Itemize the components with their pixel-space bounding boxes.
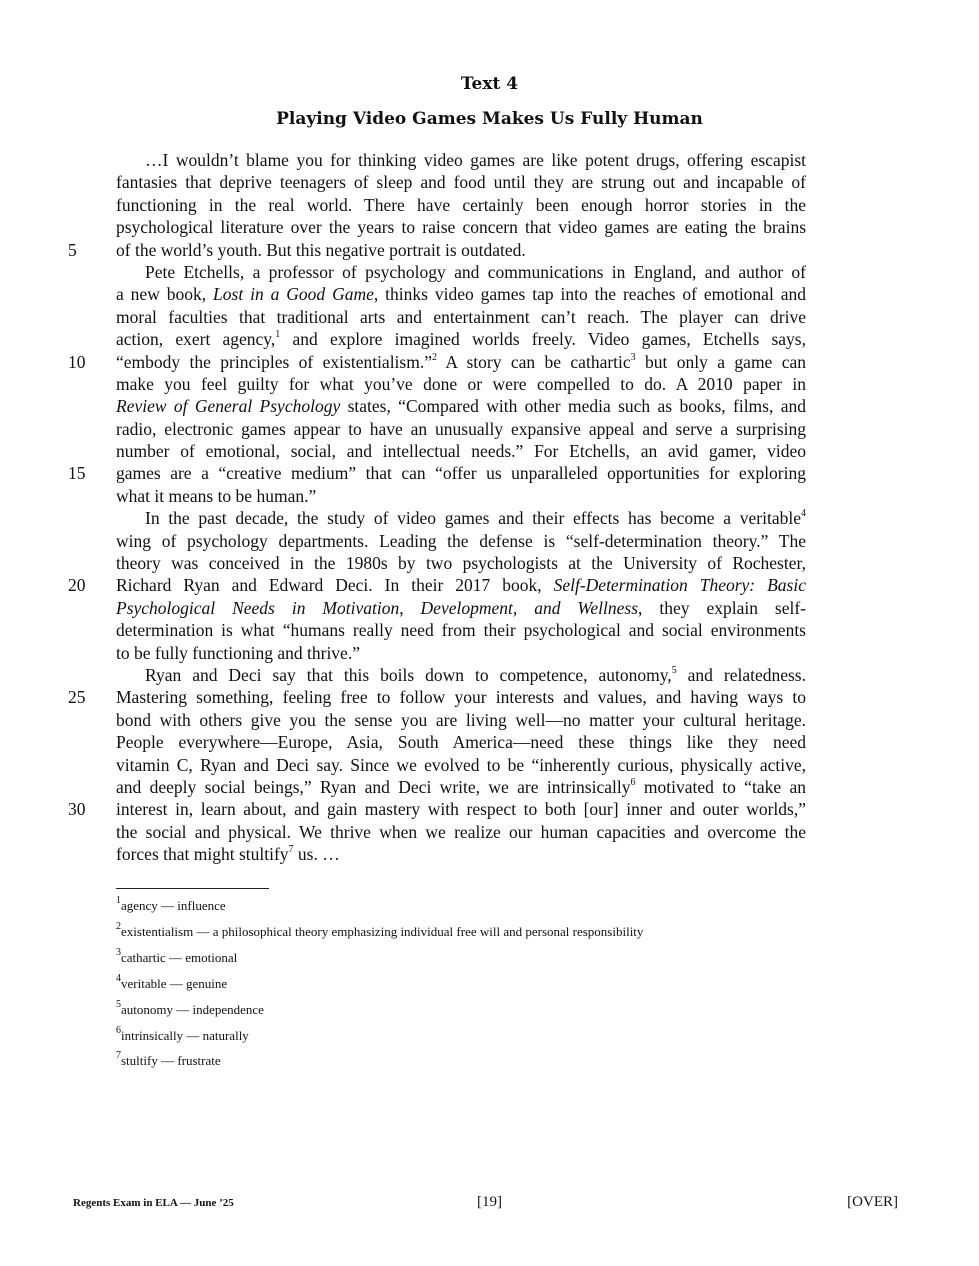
line-number: 25 [68,687,86,708]
passage-line: of the world’s youth. But this negative portrait is outdated. 5 [68,239,526,260]
footer-page-number: [19] [477,1194,502,1210]
passage-line: interest in, learn about, and gain mastery with respect to both [our] inner and outer worlds,” 30 [68,799,806,820]
passage-line: theory was conceived in the 1980s by two psychologists at the University of Rochester, [116,553,806,574]
footnote-text: intrinsically — naturally [121,1028,249,1043]
passage-line: functioning in the real world. There have certainly been enough horror stories in the [116,194,806,215]
passage-line: radio, electronic games appear to have an unusually expansive appeal and serve a surprising [116,418,806,439]
passage-line: Psychological Needs in Motivation, Development, and Wellness, they explain self- [116,597,807,618]
passage-line: Richard Ryan and Edward Deci. In their 2017 book, Self-Determination Theory: Basic 20 [68,575,806,596]
passage-line: Pete Etchells, a professor of psychology and communications in England, and author of [145,261,806,282]
passage-line: …I wouldn’t blame you for thinking video games are like potent drugs, offering escapist [145,150,806,170]
line-number: 30 [68,799,86,820]
passage-line: bond with others give you the sense you are living well—no matter your cultural heritage. [116,709,806,730]
line-number: 15 [68,463,86,484]
passage-line: wing of psychology departments. Leading the defense is “self-determination theory.” The [116,530,806,551]
footnote-number: 4 [116,972,121,984]
footnote-number: 6 [116,1024,121,1036]
footnote [116,920,876,939]
passage-line: vitamin C, Ryan and Deci say. Since we evolved to be “inherently curious, physically active, [116,754,806,775]
footnote-text: autonomy — independence [121,1002,264,1017]
passage-line: “embody the principles of existentialism.”$^2$ A story can be cathartic$^3$ but only a game can 10 [68,351,806,372]
article-title: Playing Video Games Makes Us Fully Human [276,109,703,129]
text-label: Text 4 [460,74,519,94]
footnote [116,972,876,991]
passage-line: psychological literature over the years to raise concern that video games are eating the brains [116,217,806,238]
passage-line: forces that might stultify$^7$ us. … [116,844,340,865]
footer-over: [OVER] [847,1194,898,1210]
passage-line: the social and physical. We thrive when we realize our human capacities and overcome the [116,821,806,842]
footnote [116,946,876,965]
passage-line: games are a “creative medium” that can “offer us unparalleled opportunities for exploring 15 [68,463,806,484]
passage-line: People everywhere—Europe, Asia, South America—need these things like they need [116,732,806,753]
passage-line: make you feel guilty for what you’ve done or were compelled to do. A 2010 paper in [116,373,806,394]
passage-line: action, exert agency,$^1$ and explore imagined worlds freely. Video games, Etchells says, [116,329,806,350]
line-number: 5 [68,239,77,260]
passage-line: determination is what “humans really need from their psychological and social environments [116,620,806,641]
passage-line: to be fully functioning and thrive.” [116,642,360,663]
passage-line: Review of General Psychology states, “Compared with other media such as books, films, and [116,396,806,417]
footnote-number: 7 [116,1049,121,1061]
footnote-number: 2 [116,920,121,932]
footnote [116,1049,876,1068]
footnote [116,1024,876,1043]
footnote-text: veritable — genuine [121,976,228,991]
footnote-text: stultify — frustrate [121,1053,221,1068]
passage-line: and deeply social beings,” Ryan and Deci write, we are intrinsically$^6$ motivated to “take an [116,776,806,797]
passage-body [68,149,807,866]
passage-line: In the past decade, the study of video games and their effects has become a veritable$^4$ [145,508,806,529]
footnote-number: 3 [116,946,121,958]
footnote-text: agency — influence [121,898,226,913]
passage-line: what it means to be human.” [116,485,317,506]
footnote-text: cathartic — emotional [121,950,238,965]
footnote-divider [116,888,269,889]
footnote [116,894,876,913]
passage-line: fantasies that deprive teenagers of sleep and food until they are strung out and incapable of [116,172,806,193]
footnote-number: 5 [116,998,121,1010]
passage-line: moral faculties that traditional arts and entertainment can’t reach. The player can drive [116,306,806,327]
passage-line: number of emotional, social, and intellectual needs.” For Etchells, an avid gamer, video [116,441,806,462]
passage-line: a new book, Lost in a Good Game, thinks video games tap into the reaches of emotional and [116,284,806,305]
passage-line: Mastering something, feeling free to follow your interests and values, and having ways to 25 [68,687,806,708]
line-number: 10 [68,351,86,372]
footnote [116,998,876,1017]
footer-exam-name: Regents Exam in ELA — June ’25 [73,1197,234,1209]
footnote-number: 1 [116,894,121,906]
footnote-text: existentialism — a philosophical theory emphasizing individual free will and personal responsibility [121,924,644,939]
passage-line: Ryan and Deci say that this boils down to competence, autonomy,$^5$ and relatedness. [145,664,806,685]
line-number: 20 [68,575,86,596]
